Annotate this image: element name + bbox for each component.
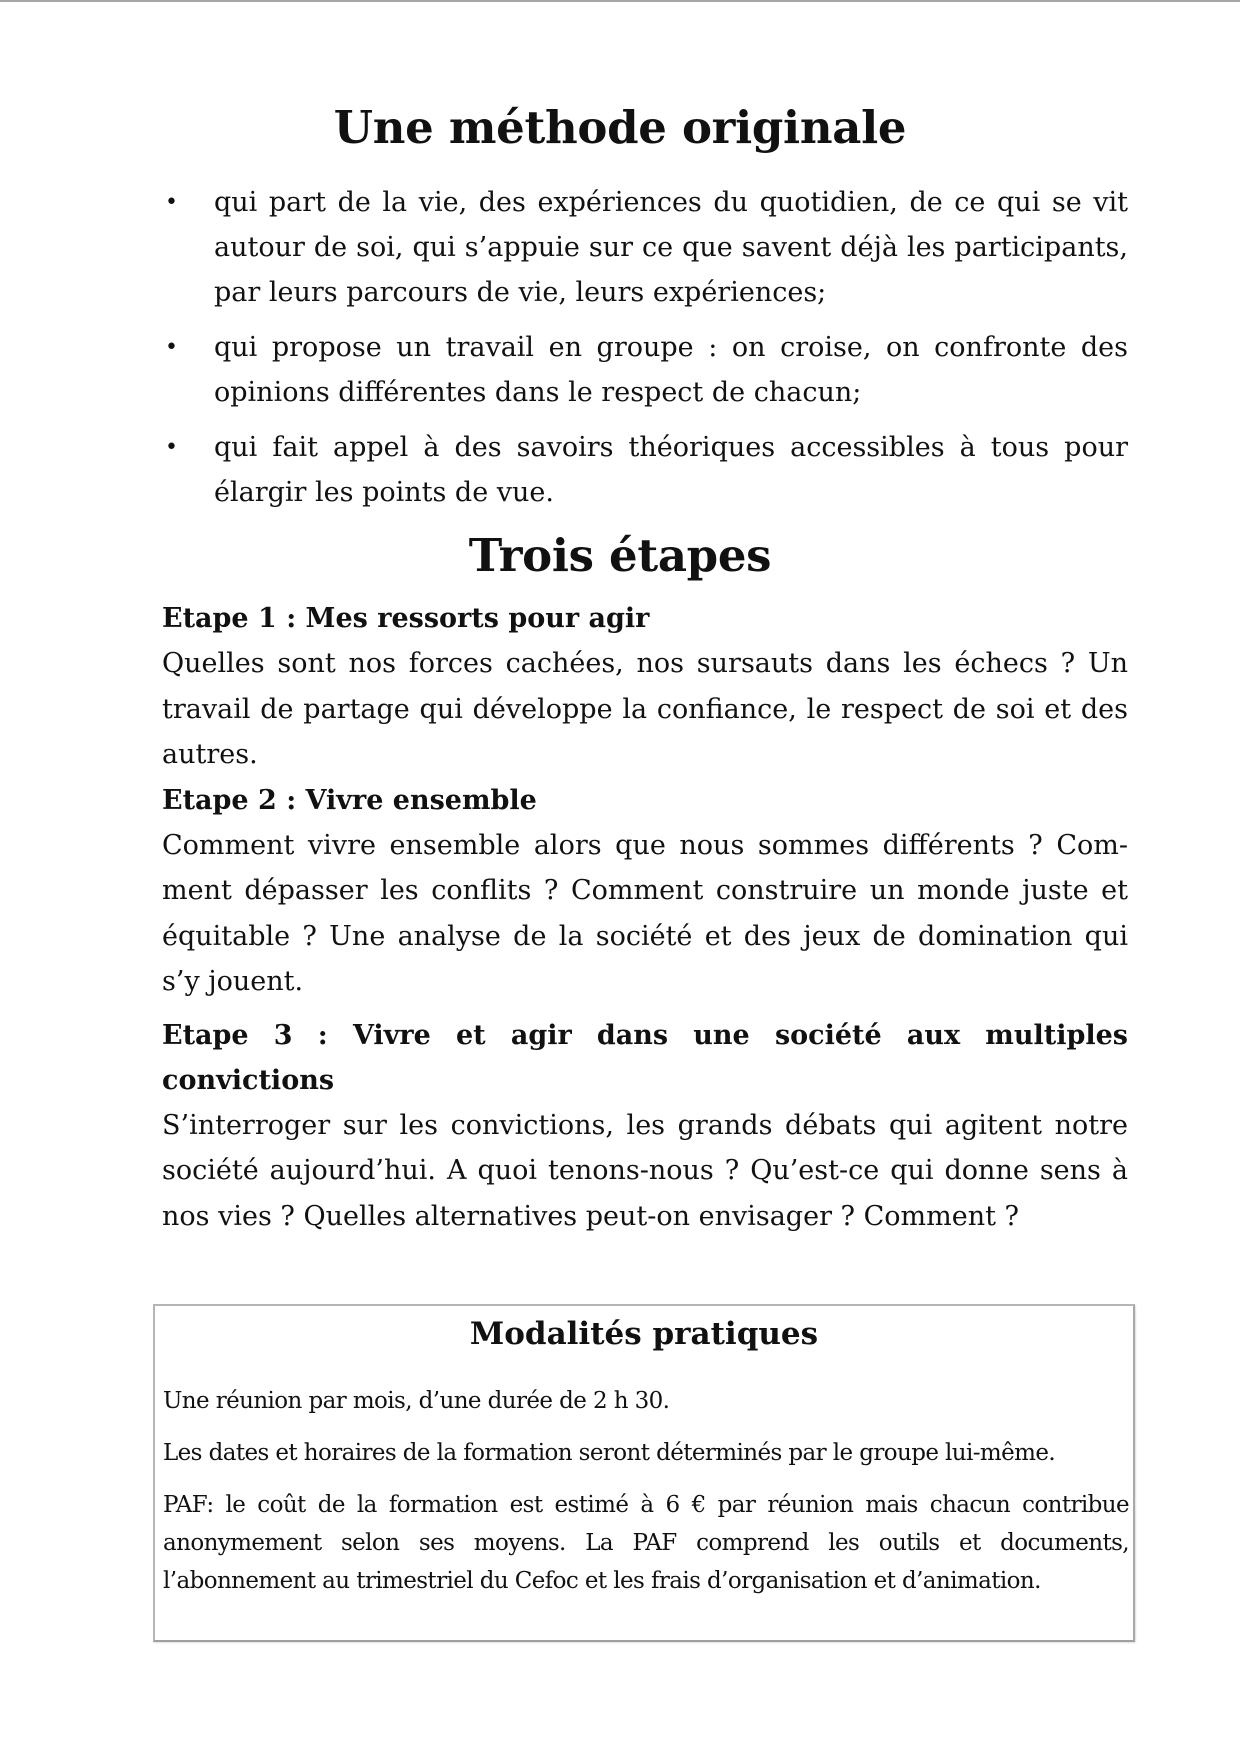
section-title-methode: Une méthode originale (333, 101, 907, 154)
bullet-dot-icon: • (165, 435, 178, 460)
step-heading: Etape 2 : Vivre ensemble (162, 784, 537, 816)
modalites-box (153, 1304, 1135, 1642)
steps-section (162, 596, 1128, 1239)
step-body: S’interroger sur les convictions, les grands débats qui agitent notre société aujourd’hui. A quoi tenons-nous ? Qu’est-ce qui donne sens à nos vies ? Quelles alternatives peut-on envisager ? Comment ? (162, 1109, 1128, 1232)
bullet-text: qui fait appel à des savoirs théoriques accessibles à tous pour élargir les points de vue. (214, 432, 1128, 508)
modalites-paragraph: PAF: le coût de la formation est estimé à 6 € par réunion mais chacun contribue anonymement selon ses moyens. La PAF comprend les outils et documents, l’abonnement au trimestriel du Cefoc et les frais d’organisation et d’animation. (163, 1492, 1129, 1594)
bullet-dot-icon: • (165, 190, 178, 215)
bullet-item (162, 425, 1128, 515)
modalites-paragraph: Une réunion par mois, d’une durée de 2 h 30. (163, 1388, 670, 1414)
bullet-item (162, 180, 1128, 315)
modalites-title: Modalités pratiques (469, 1316, 819, 1352)
step-2 (162, 778, 1128, 1005)
page-top-rule (0, 0, 1240, 2)
step-heading: Etape 1 : Mes ressorts pour agir (162, 603, 650, 634)
bullet-text: qui propose un travail en groupe : on croise, on confronte des opinions différentes dans le respect de chacun; (214, 332, 1128, 408)
step-1 (162, 596, 1128, 778)
methode-bullet-list (162, 180, 1128, 525)
step-3 (162, 1013, 1128, 1240)
section-title-etapes: Trois étapes (468, 529, 772, 582)
bullet-item (162, 325, 1128, 415)
modalites-paragraph: Les dates et horaires de la formation seront déterminés par le groupe lui-même. (163, 1440, 1056, 1466)
bullet-text: qui part de la vie, des expériences du quotidien, de ce qui se vit autour de soi, qui s’appuie sur ce que savent déjà les participants, par leurs parcours de vie, leurs expériences; (214, 187, 1128, 308)
step-heading: Etape 3 : Vivre et agir dans une société aux multiples convictions (162, 1019, 1128, 1096)
modalites-body (163, 1382, 1129, 1614)
step-body: Quelles sont nos forces cachées, nos sursauts dans les échecs ? Un travail de partage qui développe la confiance, le respect de soi et des autres. (162, 648, 1128, 770)
bullet-dot-icon: • (165, 335, 178, 360)
step-body: Comment vivre ensemble alors que nous sommes différents ? Comment dépasser les conflits ? Comment construire un monde juste et équitable ? Une analyse de la société et des jeux de domination qui s’y jouent. (162, 829, 1128, 997)
